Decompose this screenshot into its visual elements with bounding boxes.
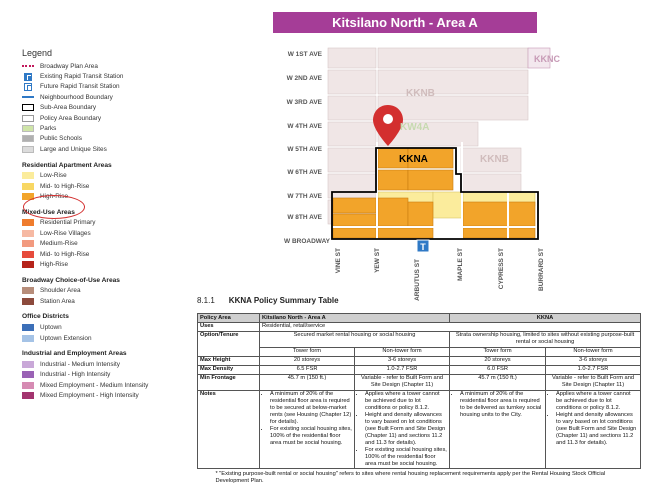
note-item: • Height and density allowances to vary based on lot conditions (see Built Form and Site Design (Chapter 11) and sections 11.2 and 11.3 for details). xyxy=(365,412,447,447)
legend-item: Low-Rise Villages xyxy=(22,228,207,238)
street-label-4th: W 4TH AVE xyxy=(287,123,322,130)
notes-list xyxy=(357,391,447,467)
legend-item: Mid- to High-Rise xyxy=(22,249,207,259)
highlight-circle xyxy=(23,195,85,219)
street-label-2nd: W 2ND AVE xyxy=(286,75,322,82)
legend-section-heading: Residential Apartment Areas xyxy=(22,161,112,169)
street-label-8th: W 8TH AVE xyxy=(287,214,322,221)
color-swatch xyxy=(22,371,34,378)
black-box-icon xyxy=(22,104,34,111)
legend-section-heading: Broadway Choice-of-Use Areas xyxy=(22,276,120,284)
color-swatch xyxy=(22,125,34,132)
legend-item: Industrial - Medium Intensity xyxy=(22,359,207,369)
label-kw4a: KW4A xyxy=(400,122,430,133)
color-swatch xyxy=(22,230,34,237)
policy-summary-table xyxy=(197,313,641,485)
table-row: Max Height 20 storeys 3-6 storeys 20 storeys 3-6 storeys xyxy=(198,356,641,365)
table-row: Max Density 6.5 FSR 1.0-2.7 FSR 6.0 FSR 1.0-2.7 FSR xyxy=(198,365,641,374)
legend-item: Shoulder Area xyxy=(22,286,207,296)
color-swatch xyxy=(22,392,34,399)
street-label-yew: YEW ST xyxy=(374,248,381,273)
note-item: • A minimum of 20% of the residential floor area is required to be secured at below-market rents (see Housing (Chapter 12) for details). xyxy=(270,391,352,426)
legend-item-broadway-plan-area: Broadway Plan Area xyxy=(22,61,207,71)
note-item: • For existing social housing sites, 100% of the residential floor area must be social housing. xyxy=(365,447,447,468)
notes-list xyxy=(452,391,543,419)
note-item: • Height and density allowances to vary based on lot conditions (see Built Form and Site Design (Chapter 11) and sections 11.2 and 11.3 for details). xyxy=(556,412,638,447)
blue-line-icon xyxy=(22,96,34,98)
label-kknc: KKNC xyxy=(534,54,560,64)
street-label-3rd: W 3RD AVE xyxy=(286,99,322,106)
legend-item: High-Rise xyxy=(22,191,207,201)
color-swatch xyxy=(22,382,34,389)
gray-box-icon xyxy=(22,115,34,122)
street-label-1st: W 1ST AVE xyxy=(287,51,322,58)
legend-item: Station Area xyxy=(22,296,207,306)
zoning-map xyxy=(266,42,560,301)
color-swatch xyxy=(22,219,34,226)
street-label-arbutus: ARBUTUS ST xyxy=(414,259,421,301)
table-footnote: * "Existing purpose-built rental or social housing" refers to sites where rental housing replacement requirements apply per the Rental Housing Stock Official Development Plan. xyxy=(215,471,606,485)
legend-item: Medium-Rise xyxy=(22,238,207,248)
legend-item: Residential Primary xyxy=(22,218,207,228)
street-label-maple: MAPLE ST xyxy=(457,248,464,281)
legend-title: Legend xyxy=(22,48,53,58)
future-transit-station-icon xyxy=(24,83,32,91)
legend-item-public-schools: Public Schools xyxy=(22,134,207,144)
color-swatch xyxy=(22,261,34,268)
legend-item: Mid- to High-Rise xyxy=(22,181,207,191)
street-label-burrard: BURRARD ST xyxy=(538,248,545,291)
label-kknb-top: KKNB xyxy=(406,88,435,99)
legend xyxy=(22,48,207,401)
street-label-cypress: CYPRESS ST xyxy=(498,248,505,290)
legend-item-neighbourhood-boundary: Neighbourhood Boundary xyxy=(22,92,207,102)
notes-list xyxy=(262,391,352,447)
legend-section-heading: Office Districts xyxy=(22,313,69,321)
map-svg xyxy=(266,42,560,301)
page-title: Kitsilano North - Area A xyxy=(273,12,537,33)
note-item: • For existing social housing sites, 100% of the residential floor area must be social housing. xyxy=(270,426,352,447)
color-swatch xyxy=(22,251,34,258)
dotted-line-icon xyxy=(22,65,34,67)
color-swatch xyxy=(22,135,34,142)
legend-item: Mixed Employment - High Intensity xyxy=(22,390,207,400)
note-item: • Applies where a tower cannot be achieved due to lot conditions or policy 8.1.2. xyxy=(365,391,447,412)
legend-item: Industrial - High Intensity xyxy=(22,370,207,380)
color-swatch xyxy=(22,146,34,153)
legend-section-heading: Mixed-Use Areas xyxy=(22,208,75,216)
legend-item: Low-Rise xyxy=(22,171,207,181)
table-row: Notes • A minimum of 20% of the residential floor area is required to be secured at below-market rents (see Housing (Chapter 12) for details). • For existing social housing sites, 100% of the residential floor area must be social housing. • Applies where a tower cannot be achieved due to lot conditions or policy 8.1.2. • Height and density allowances to vary based on lot conditions (see Built Form and Site Design (Chapter 11) and sections 11.2 and 11.3 for details). • For existing social housing sites, 100% of the residential floor area must be social housing. • A minimum of 20% of the residential floor area is required to be delivered as turnkey social housing units to the City. • Applies where a tower cannot be achieved due to lot conditions or policy 8.1.2. • Height and density allowances to vary based on lot conditions (see Built Form and Site Design (Chapter 11) and sections 11.2 and 11.3 for details). xyxy=(198,390,641,468)
transit-station-icon xyxy=(24,73,32,81)
street-label-vine: VINE ST xyxy=(335,248,342,274)
legend-top-items xyxy=(22,61,207,155)
street-label-5th: W 5TH AVE xyxy=(287,146,322,153)
color-swatch xyxy=(22,240,34,247)
table-row: Min Frontage 45.7 m (150 ft.) Variable - refer to Built Form and Site Design (Chapter 11) 45.7 m (150 ft.) Variable - refer to Built Form and Site Design (Chapter 11) xyxy=(198,374,641,390)
color-swatch xyxy=(22,361,34,368)
table-footnote-row xyxy=(198,469,641,486)
table-row: Uses Residential, retail/service xyxy=(198,322,641,331)
label-kkna: KKNA xyxy=(399,154,428,165)
legend-item-existing-station: Existing Rapid Transit Station xyxy=(22,71,207,81)
section-heading: 8.1.1 KKNA Policy Summary Table xyxy=(197,296,339,305)
table-row: Policy Area Kitsilano North - Area A KKNA xyxy=(198,314,641,323)
legend-item: Uptown xyxy=(22,322,207,332)
street-label-6th: W 6TH AVE xyxy=(287,169,322,176)
legend-item-future-station: Future Rapid Transit Station xyxy=(22,82,207,92)
street-label-7th: W 7TH AVE xyxy=(287,193,322,200)
legend-section-heading: Industrial and Employment Areas xyxy=(22,350,127,358)
color-swatch xyxy=(22,287,34,294)
color-swatch xyxy=(22,335,34,342)
street-label-broadway: W BROADWAY xyxy=(284,238,330,245)
color-swatch xyxy=(22,298,34,305)
table-row: Tower form Non-tower form Tower form Non-tower form xyxy=(198,347,641,356)
legend-item: Uptown Extension xyxy=(22,333,207,343)
label-kknb-right: KKNB xyxy=(480,154,509,165)
note-item: • Applies where a tower cannot be achieved due to lot conditions or policy 8.1.2. xyxy=(556,391,638,412)
legend-item-sub-area-boundary: Sub-Area Boundary xyxy=(22,103,207,113)
color-swatch xyxy=(22,172,34,179)
color-swatch xyxy=(22,183,34,190)
legend-item: Mixed Employment - Medium Intensity xyxy=(22,380,207,390)
legend-item-parks: Parks xyxy=(22,123,207,133)
color-swatch xyxy=(22,324,34,331)
note-item: • A minimum of 20% of the residential floor area is required to be delivered as turnkey social housing units to the City. xyxy=(460,391,543,419)
table-row: Option/Tenure Secured market rental housing or social housing Strata ownership housing, limited to sites without existing purpose-built rental or social housing xyxy=(198,331,641,347)
legend-item: High-Rise xyxy=(22,259,207,269)
legend-item-policy-area-boundary: Policy Area Boundary xyxy=(22,113,207,123)
notes-list xyxy=(548,391,638,447)
station-label: T xyxy=(420,242,426,252)
legend-item-large-unique-sites: Large and Unique Sites xyxy=(22,144,207,154)
